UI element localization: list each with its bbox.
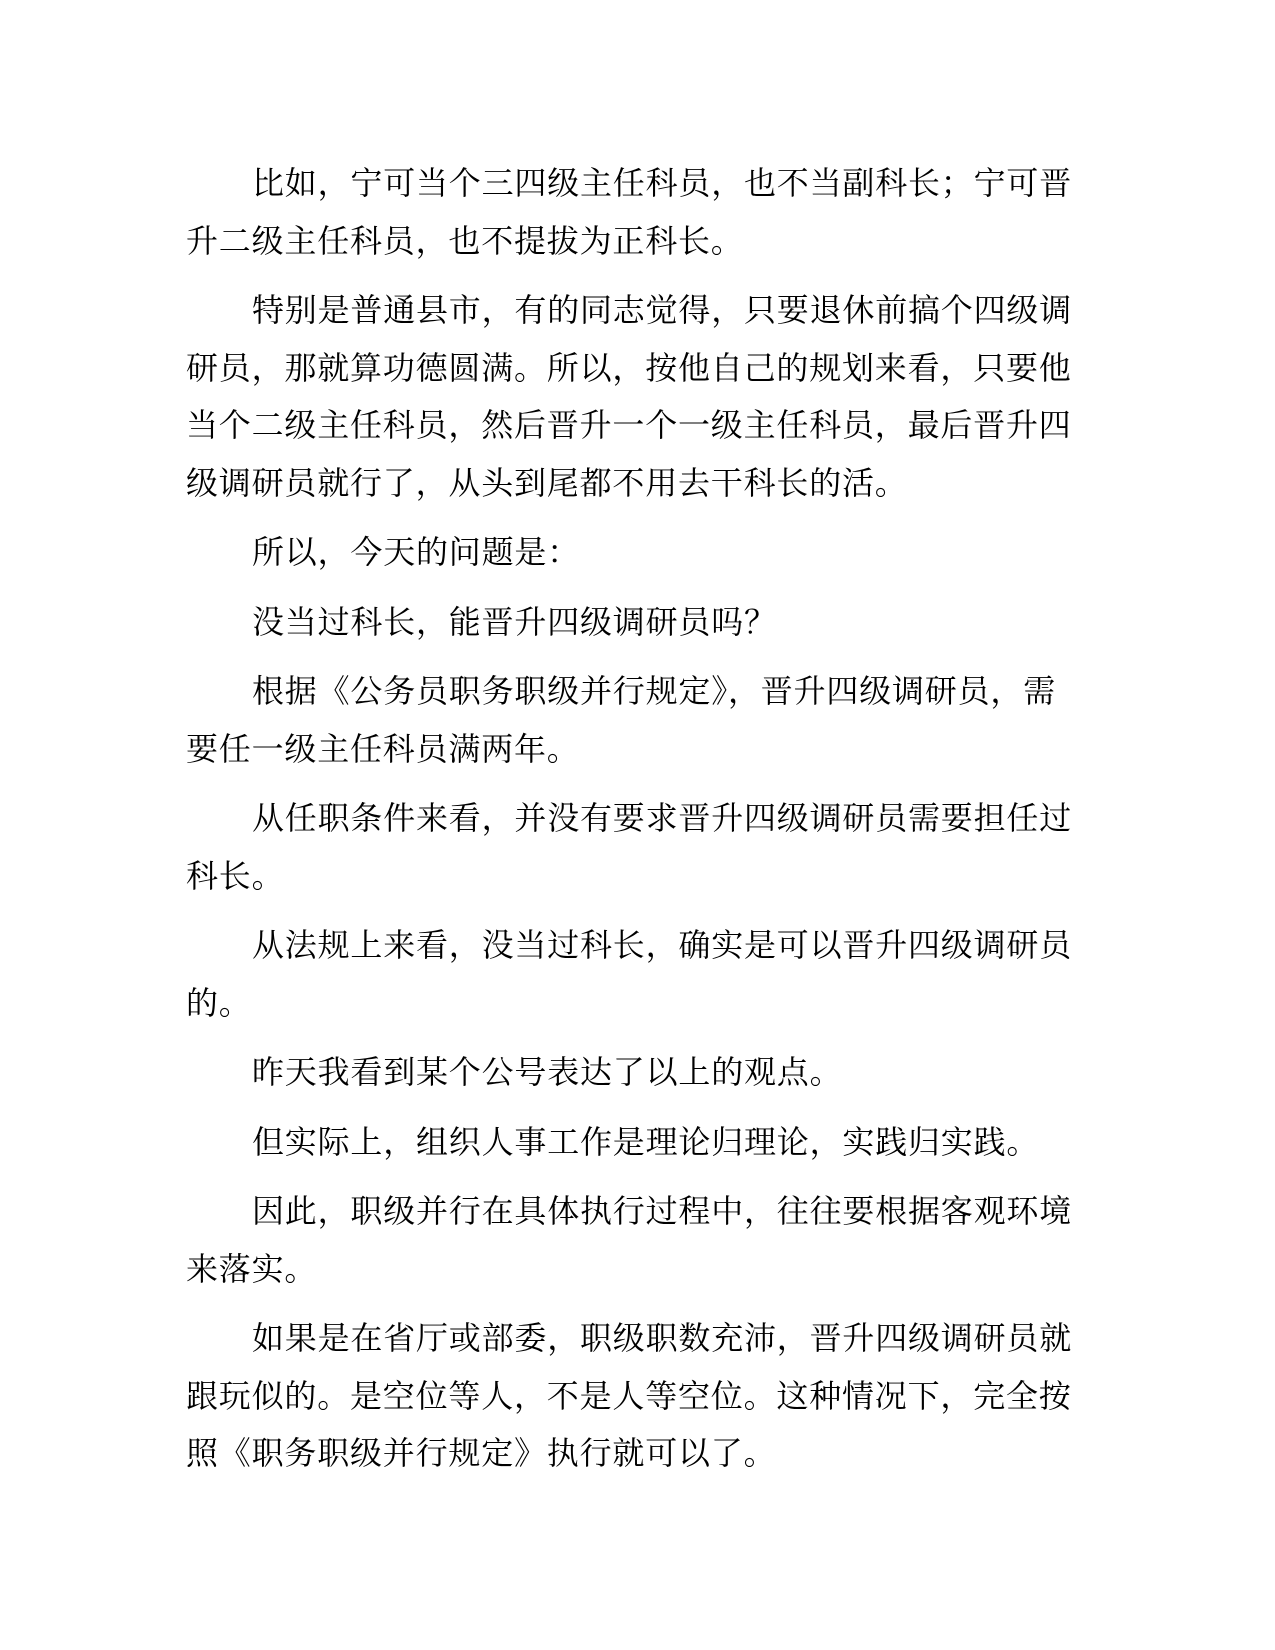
paragraph-9: 但实际上，组织人事工作是理论归理论，实践归实践。 — [252, 1122, 1040, 1161]
paragraph-5: 根据《公务员职务职级并行规定》，晋升四级调研员，需要任一级主任科员满两年。 — [186, 672, 1057, 768]
paragraph-8: 昨天我看到某个公号表达了以上的观点。 — [252, 1053, 843, 1091]
paragraph-11: 如果是在省厅或部委，职级职数充沛，晋升四级调研员就跟玩似的。是空位等人，不是人等空位。这种情况下，完全按照《职务职级并行规定》执行就可以了。 — [186, 1319, 1073, 1472]
paragraph-10: 因此，职级并行在具体执行过程中，往往要根据客观环境来落实。 — [186, 1192, 1073, 1288]
paragraph-3: 所以，今天的问题是： — [252, 533, 581, 571]
paragraph-1: 比如，宁可当个三四级主任科员，也不当副科长；宁可晋升二级主任科员，也不提拔为正科长。 — [186, 164, 1073, 260]
paragraph-2: 特别是普通县市，有的同志觉得，只要退休前搞个四级调研员，那就算功德圆满。所以，按他自己的规划来看，只要他当个二级主任科员，然后晋升一个一级主任科员，最后晋升四级调研员就行了，从头到尾都不用去干科长的活。 — [186, 291, 1073, 502]
paragraph-6: 从任职条件来看，并没有要求晋升四级调研员需要担任过科长。 — [186, 799, 1073, 895]
paragraph-7: 从法规上来看，没当过科长，确实是可以晋升四级调研员的。 — [186, 926, 1073, 1022]
document-body — [186, 155, 1086, 1495]
paragraph-4: 没当过科长，能晋升四级调研员吗？ — [252, 602, 777, 641]
